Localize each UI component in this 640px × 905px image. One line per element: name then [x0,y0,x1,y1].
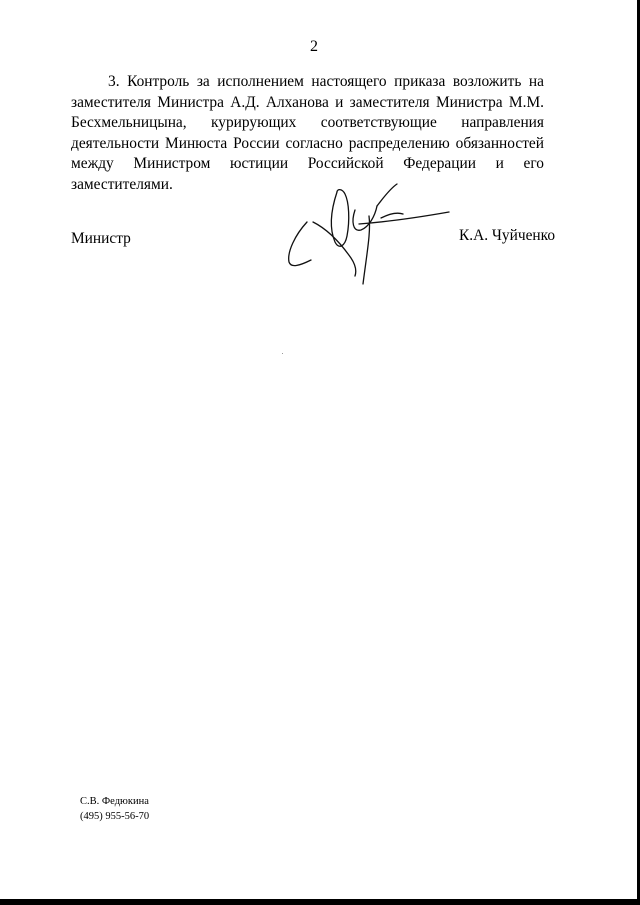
body-paragraph: 3. Контроль за исполнением настоящего приказа возложить на заместителя Министра А.Д. Алханова и заместителя Министра М.М. Бесхмельницына, курирующих соответствующие направления деятельности Минюста России согласно распределению обязанностей между Министром юстиции Российской Федерации и его заместителями. [71,73,544,193]
scan-border-bottom [0,899,640,905]
executor-phone: (495) 955-56-70 [80,810,150,822]
page-number: 2 [310,38,318,55]
executor-block [80,795,149,824]
signatory-name: К.А. Чуйченко [459,227,556,244]
scan-speck [282,353,283,354]
signatory-title: Министр [71,230,131,247]
signature-icon [285,180,455,285]
executor-name: С.В. Федюкина [80,796,149,807]
